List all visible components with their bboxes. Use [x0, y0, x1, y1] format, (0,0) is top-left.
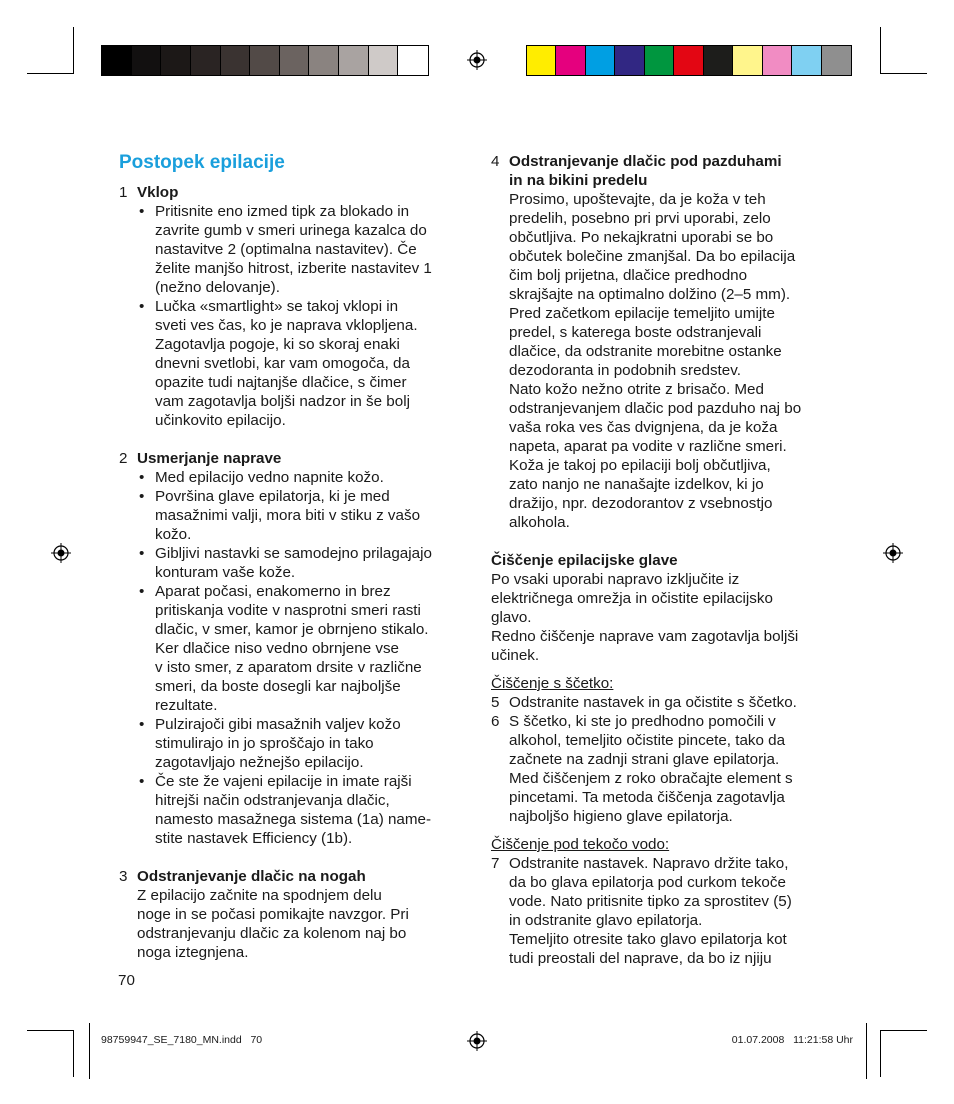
text-line: električnega omrežja in očistite epilacijsko	[491, 590, 773, 607]
text-line: Z epilacijo začnite na spodnjem delu	[137, 887, 382, 904]
text-line: kožo.	[155, 526, 192, 543]
crop-mark	[880, 1030, 881, 1077]
section-body	[491, 570, 841, 665]
left-column	[119, 152, 469, 962]
step-number: 6	[491, 713, 500, 730]
text-line: vam zagotavlja boljši nadzor in še bolj	[155, 393, 410, 410]
text-line: začnete na zadnji strani glave epilatorja.	[509, 751, 780, 768]
list-item	[137, 297, 469, 430]
text-line: in odstranite glavo epilatorja.	[509, 912, 703, 929]
color-swatch	[221, 46, 251, 75]
text-line: konturam vaše kože.	[155, 564, 296, 581]
step-item	[491, 693, 841, 712]
subheading-brush: Čiščenje s ščetko:	[491, 675, 614, 692]
text-line: napeta, aparat pa vodite v različne smeri.	[509, 438, 787, 455]
text-line: Nato kožo nežno otrite z brisačo. Med	[509, 381, 764, 398]
list-item	[137, 715, 469, 772]
text-line: • Med epilacijo vedno napnite kožo.	[155, 469, 384, 486]
crop-mark	[866, 1023, 867, 1079]
section-body	[509, 190, 841, 532]
color-swatch	[615, 46, 644, 75]
text-line: Zagotavlja pogoje, ki so skoraj enaki	[155, 336, 400, 353]
right-column	[491, 152, 841, 968]
list-item	[137, 202, 469, 297]
text-line: da bo glava epilatorja pod curkom tekoče	[509, 874, 786, 891]
section-heading	[509, 152, 841, 190]
text-line: občutek bolečine zmanjšal. Da bo epilacija	[509, 248, 796, 265]
text-line: vaša roka ves čas dvignjena, da je koža	[509, 419, 778, 436]
section-noge	[119, 867, 469, 962]
crop-mark	[27, 1030, 74, 1031]
section-usmerjanje	[119, 449, 469, 848]
section-heading: Vklop	[137, 184, 179, 201]
text-line: stite nastavek Efficiency (1b).	[155, 830, 353, 847]
crop-mark	[27, 73, 74, 74]
section-vklop	[119, 183, 469, 430]
text-line: • Lučka «smartlight» se takoj vklopi in	[155, 298, 399, 315]
step-list	[491, 693, 841, 826]
text-line: občutljiva. Po nekajkratni uporabi se bo	[509, 229, 774, 246]
section-body	[137, 886, 469, 962]
text-line: dnevni svetlobi, kar vam omogoča, da	[155, 355, 410, 372]
text-line: noga iztegnjena.	[137, 944, 249, 961]
text-line: stimulirajo in jo sproščajo in tako	[155, 735, 374, 752]
color-swatch	[280, 46, 310, 75]
text-line: Po vsaki uporabi napravo izključite iz	[491, 571, 740, 588]
text-line: pritiskanja vodite v nasprotni smeri rasti	[155, 602, 421, 619]
text-line: Odstranite nastavek in ga očistite s ščetko.	[509, 694, 797, 711]
subheading-water: Čiščenje pod tekočo vodo:	[491, 836, 670, 853]
step-number: 7	[491, 855, 500, 872]
color-swatch	[556, 46, 585, 75]
text-line: Prosimo, upoštevajte, da je koža v teh	[509, 191, 766, 208]
text-line: namesto masažnega sistema (1a) name-	[155, 811, 432, 828]
text-line: • Pritisnite eno izmed tipk za blokado in	[155, 203, 410, 220]
text-line: alkohola.	[509, 514, 570, 531]
text-line: alkohol, temeljito očistite pincete, tako da	[509, 732, 786, 749]
step-number: 5	[491, 694, 500, 711]
text-line: čim bolj prijetna, dlačice predhodno	[509, 267, 748, 284]
text-line: noge in se počasi pomikajte navzgor. Pri	[137, 906, 409, 923]
text-line: odstranjevanjem dlačic pod pazduho naj bo	[509, 400, 802, 417]
heading-line: Odstranjevanje dlačic pod pazduhami	[509, 153, 782, 170]
color-swatch	[102, 46, 132, 75]
color-swatch	[191, 46, 221, 75]
color-swatch	[586, 46, 615, 75]
step-list	[491, 854, 841, 968]
text-line: masažnimi valji, mora biti v stiku z vašo	[155, 507, 421, 524]
text-line: Temeljito otresite tako glavo epilatorja kot	[509, 931, 787, 948]
text-line: zato nanjo ne nanašajte izdelkov, ki jo	[509, 476, 764, 493]
text-line: Pred začetkom epilacije temeljito umijte	[509, 305, 775, 322]
list-item	[137, 544, 469, 582]
section-heading: Čiščenje epilacijske glave	[491, 552, 678, 569]
list-item	[137, 582, 469, 715]
heading-line: in na bikini predelu	[509, 172, 648, 189]
section-number: 3	[119, 868, 128, 885]
text-line: zavrite gumb v smeri urinega kazalca do	[155, 222, 427, 239]
text-line: Odstranite nastavek. Napravo držite tako,	[509, 855, 789, 872]
section-ciscenje	[491, 551, 841, 968]
text-line: dlačic, v smer, kamor je obrnjeno stikalo.	[155, 621, 429, 638]
text-line: dražijo, npr. dezodorantov z vsebnostjo	[509, 495, 773, 512]
text-line: zagotavljajo nežnejšo epilacijo.	[155, 754, 364, 771]
section-heading: Odstranjevanje dlačic na nogah	[137, 868, 366, 885]
color-swatch	[132, 46, 162, 75]
text-line: hitrejši način odstranjevanja dlačic,	[155, 792, 390, 809]
text-line: • Če ste že vajeni epilacije in imate rajši	[155, 773, 412, 790]
color-swatch	[250, 46, 280, 75]
text-line: glavo.	[491, 609, 532, 626]
registration-mark-icon	[467, 50, 487, 70]
text-line: učinkovito epilacijo.	[155, 412, 286, 429]
footer-datetime: 01.07.2008 11:21:58 Uhr	[731, 1034, 853, 1046]
text-line: (nežno delovanje).	[155, 279, 280, 296]
color-swatch	[792, 46, 821, 75]
text-line: nastavitve 2 (optimalna nastavitev). Če	[155, 241, 417, 258]
color-swatch	[763, 46, 792, 75]
color-swatch	[822, 46, 851, 75]
color-swatch	[161, 46, 191, 75]
color-swatch	[704, 46, 733, 75]
crop-mark	[880, 27, 881, 74]
crop-mark	[880, 73, 927, 74]
color-swatch	[527, 46, 556, 75]
section-pazduhe-bikini	[491, 152, 841, 532]
crop-mark	[73, 27, 74, 74]
text-line: Redno čiščenje naprave vam zagotavlja boljši	[491, 628, 799, 645]
section-number: 4	[491, 153, 500, 170]
registration-mark-icon	[51, 543, 71, 563]
text-line: smeri, da boste dosegli kar najboljše	[155, 678, 401, 695]
color-swatch	[645, 46, 674, 75]
text-line: • Aparat počasi, enakomerno in brez	[155, 583, 391, 600]
text-line: najboljšo higieno glave epilatorja.	[509, 808, 733, 825]
page-number: 70	[118, 972, 135, 989]
text-line: sveti ves čas, ko je naprava vklopljena.	[155, 317, 418, 334]
text-line: v isto smer, z aparatom drsite v različne	[155, 659, 422, 676]
text-line: predelih, posebno pri prvi uporabi, zelo	[509, 210, 771, 227]
bullet-list	[137, 202, 469, 430]
text-line: opazite tudi najtanjše dlačice, s čimer	[155, 374, 407, 391]
bullet-list	[137, 468, 469, 848]
registration-mark-icon	[883, 543, 903, 563]
process-color-bar	[526, 45, 852, 76]
text-line: dezodoranta in podobnih sredstev.	[509, 362, 741, 379]
list-item	[137, 487, 469, 544]
color-swatch	[398, 46, 428, 75]
color-swatch	[674, 46, 703, 75]
page-title: Postopek epilacije	[119, 152, 285, 173]
grayscale-color-bar	[101, 45, 429, 76]
list-item	[137, 468, 469, 487]
text-line: učinek.	[491, 647, 540, 664]
text-line: tudi preostali del naprave, da bo iz njiju	[509, 950, 772, 967]
text-line: skrajšajte na optimalno dolžino (2–5 mm).	[509, 286, 791, 303]
text-line: Med čiščenjem z roko obračajte element s	[509, 770, 793, 787]
text-line: predel, s katerega boste odstranjevali	[509, 324, 762, 341]
text-line: S ščetko, ki ste jo predhodno pomočili v	[509, 713, 776, 730]
crop-mark	[880, 1030, 927, 1031]
text-line: rezultate.	[155, 697, 218, 714]
color-swatch	[733, 46, 762, 75]
footer-file-info: 98759947_SE_7180_MN.indd 70	[101, 1034, 263, 1046]
step-item	[491, 712, 841, 826]
color-swatch	[339, 46, 369, 75]
text-line: • Gibljivi nastavki se samodejno prilagajajo	[155, 545, 432, 562]
text-line: dlačice, da odstranite morebitne ostanke	[509, 343, 782, 360]
crop-mark	[73, 1030, 74, 1077]
crop-mark	[89, 1023, 90, 1079]
text-line: • Pulzirajoči gibi masažnih valjev kožo	[155, 716, 401, 733]
section-number: 1	[119, 184, 128, 201]
text-line: odstranjevanju dlačic za kolenom naj bo	[137, 925, 407, 942]
text-line: Ker dlačice niso vedno obrnjene vse	[155, 640, 399, 657]
text-line: pincetami. Ta metoda čiščenja zagotavlja	[509, 789, 785, 806]
text-line: vode. Nato pritisnite tipko za sprostitev (5)	[509, 893, 792, 910]
step-item	[491, 854, 841, 968]
text-line: Koža je takoj po epilaciji bolj občutljiva,	[509, 457, 771, 474]
section-number: 2	[119, 450, 128, 467]
list-item	[137, 772, 469, 848]
color-swatch	[369, 46, 399, 75]
registration-mark-icon	[467, 1031, 487, 1051]
section-heading: Usmerjanje naprave	[137, 450, 282, 467]
text-line: • Površina glave epilatorja, ki je med	[155, 488, 390, 505]
text-line: želite manjšo hitrost, izberite nastavitev 1	[155, 260, 432, 277]
color-swatch	[309, 46, 339, 75]
